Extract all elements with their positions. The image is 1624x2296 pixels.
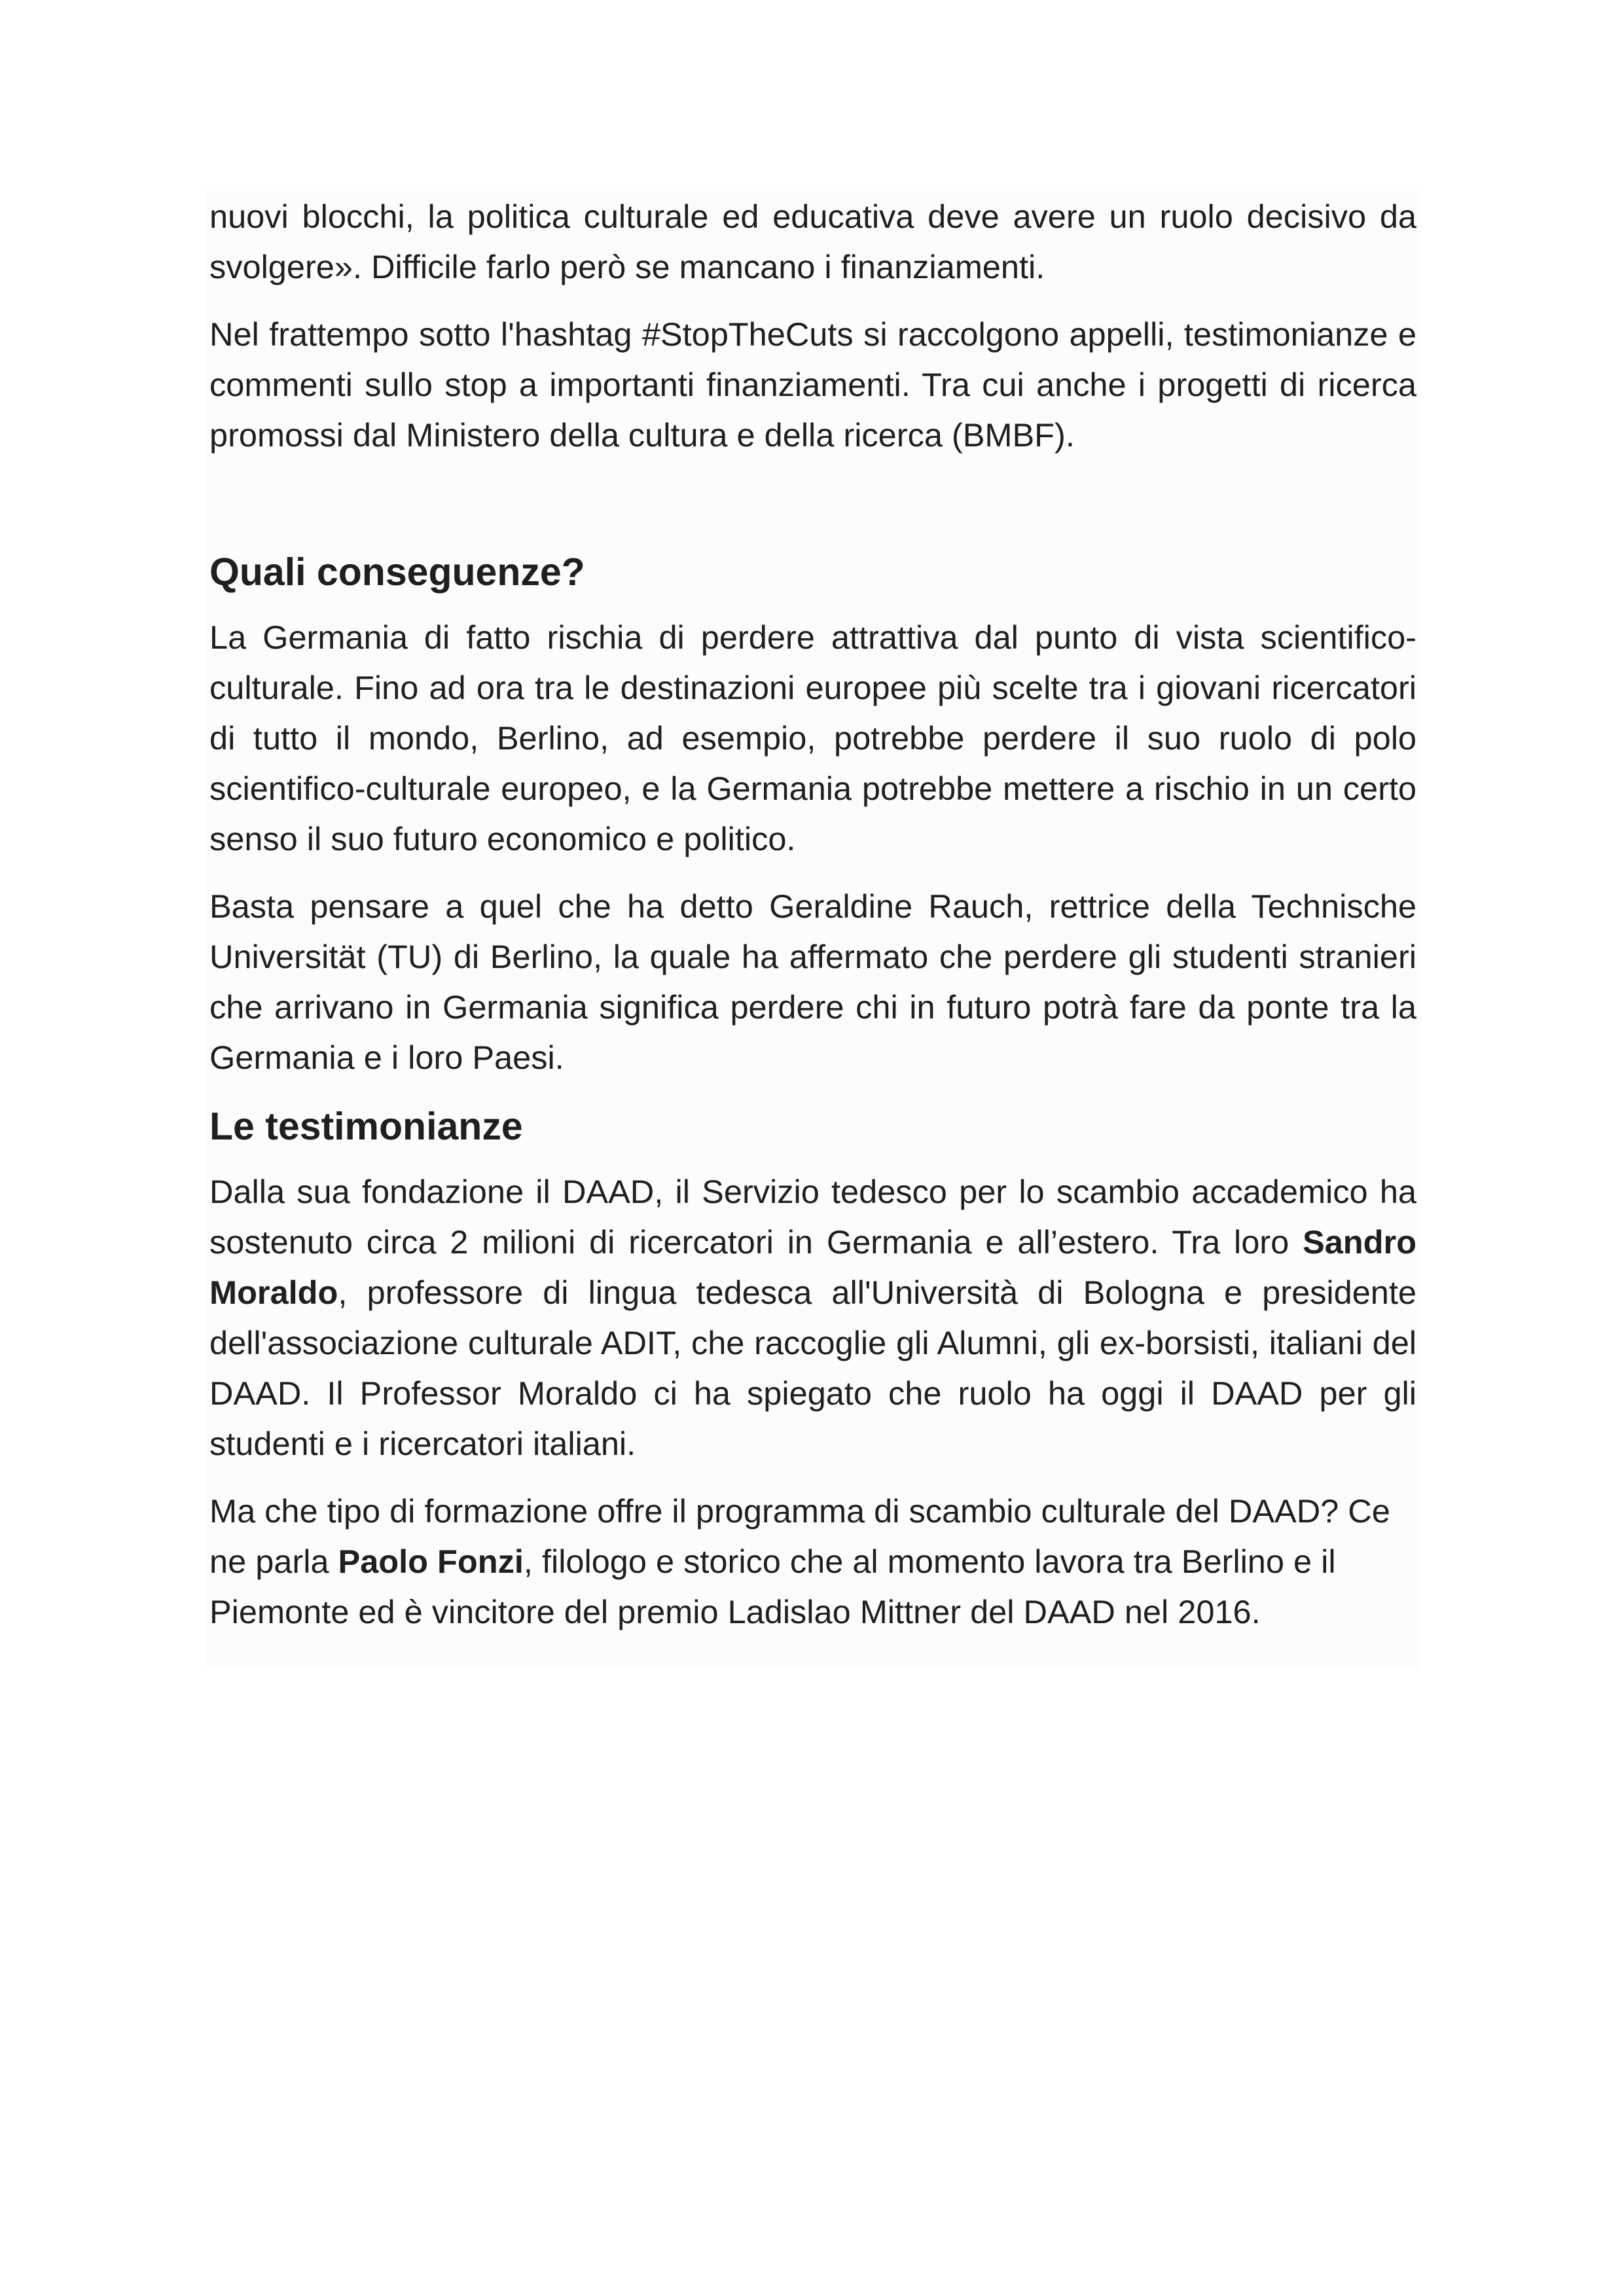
text-segment: , filologo e storico che al momento lavora tra Berlino e il Piemonte ed è vincitore del premio Ladislao Mittner del DAAD nel 2016. [209, 1543, 1336, 1630]
person-name-fonzi: Paolo Fonzi [338, 1543, 524, 1580]
paragraph-consequences-1: La Germania di fatto rischia di perdere attrattiva dal punto di vista scientifico-culturale. Fino ad ora tra le destinazioni europee più scelte tra i giovani ricercatori di tutto il mondo, Berlino, ad esempio, potrebbe perdere il suo ruolo di polo scientifico-culturale europeo, e la Germania potrebbe mettere a rischio in un certo senso il suo futuro economico e politico. [209, 619, 1416, 857]
paragraph-consequences-2: Basta pensare a quel che ha detto Geraldine Rauch, rettrice della Technische Universität (TU) di Berlino, la quale ha affermato che perdere gli studenti stranieri che arrivano in Germania significa perdere chi in futuro potrà fare da ponte tra la Germania e i loro Paesi. [209, 888, 1416, 1076]
paragraph-testimony-moraldo [209, 1166, 1416, 1469]
text-segment: Ma che tipo di formazione offre il programma di scambio culturale del DAAD? Ce ne parla [209, 1492, 1390, 1580]
paragraph-testimony-fonzi [209, 1486, 1416, 1637]
person-name-moraldo: Sandro Moraldo [209, 1223, 1416, 1311]
text-segment: , professore di lingua tedesca all'Università di Bologna e presidente dell'associazione culturale ADIT, che raccoglie gli Alumni, gli ex-borsisti, italiani del DAAD. Il Professor Moraldo ci ha spiegato che ruolo ha oggi il DAAD per gli studenti e i ricercatori italiani. [209, 1274, 1416, 1462]
heading-consequences: Quali conseguenze? [209, 550, 585, 594]
paragraph-stopthecuts: Nel frattempo sotto l'hashtag #StopTheCuts si raccolgono appelli, testimonianze e commenti sullo stop a importanti finanziamenti. Tra cui anche i progetti di ricerca promossi dal Ministero della cultura e della ricerca (BMBF). [209, 315, 1416, 454]
text-segment: Dalla sua fondazione il DAAD, il Servizio tedesco per lo scambio accademico ha sostenuto circa 2 milioni di ricercatori in Germania e all’estero. Tra loro [209, 1173, 1416, 1261]
article-body [206, 191, 1420, 1669]
heading-testimonies: Le testimonianze [209, 1105, 523, 1148]
paragraph-intro: nuovi blocchi, la politica culturale ed educativa deve avere un ruolo decisivo da svolgere». Difficile farlo però se mancano i finanziamenti. [209, 198, 1416, 285]
